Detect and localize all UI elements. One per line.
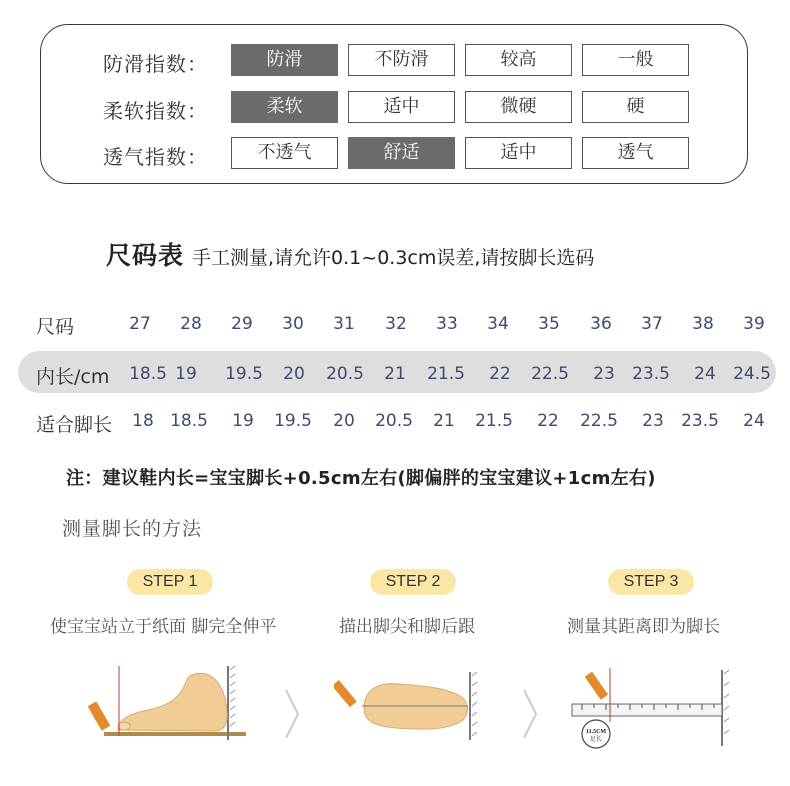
- table-cell: 18.5: [170, 411, 208, 431]
- high-option: 较高: [465, 44, 572, 76]
- breathability-index-label: 透气指数：: [103, 145, 208, 169]
- table-cell: 35: [538, 314, 560, 334]
- table-cell: 23: [642, 411, 664, 431]
- inner-length-label: 内长/cm: [36, 366, 110, 388]
- step-3-desc: 测量其距离即为脚长: [567, 617, 720, 637]
- table-cell: 29: [231, 314, 253, 334]
- medium-option: 适中: [348, 91, 455, 123]
- table-cell: 24.5: [733, 364, 771, 384]
- feature-index-panel: [40, 24, 748, 184]
- paper-strip: [104, 732, 246, 736]
- step-1-desc: 使宝宝站立于纸面 脚完全伸平: [50, 617, 277, 637]
- size-row: [0, 312, 790, 352]
- step-1-badge: STEP 1: [127, 569, 213, 595]
- table-cell: 38: [692, 314, 714, 334]
- table-cell: 24: [743, 411, 765, 431]
- fit-foot-length-label: 适合脚长: [36, 414, 113, 436]
- table-cell: 19: [175, 364, 197, 384]
- table-cell: 22.5: [580, 411, 618, 431]
- soft-option: 柔软: [231, 91, 338, 123]
- size-chart-subtitle: 手工测量,请允许0.1~0.3cm误差,请按脚长选码: [192, 247, 595, 269]
- slightly-hard-option: 微硬: [465, 91, 572, 123]
- table-cell: 39: [743, 314, 765, 334]
- step-2-badge: STEP 2: [370, 569, 456, 595]
- table-cell: 22.5: [531, 364, 569, 384]
- inner-length-row-content: [0, 362, 790, 402]
- table-cell: 30: [282, 314, 304, 334]
- not-breathable-option: 不透气: [231, 137, 338, 169]
- anti-slip-option: 防滑: [231, 44, 338, 76]
- step-1-foot-illustration: [88, 662, 248, 746]
- table-cell: 23.5: [681, 411, 719, 431]
- medium-breath-option: 适中: [465, 137, 572, 169]
- softness-index-label: 柔软指数：: [103, 99, 208, 123]
- table-cell: 24: [694, 364, 716, 384]
- method-title: 测量脚长的方法: [62, 518, 203, 540]
- table-cell: 36: [590, 314, 612, 334]
- table-cell: 20.5: [375, 411, 413, 431]
- foot-shape: [118, 673, 227, 731]
- table-cell: 34: [487, 314, 509, 334]
- table-cell: 21.5: [427, 364, 465, 384]
- table-cell: 23: [593, 364, 615, 384]
- chevron-right-icon: [282, 688, 302, 740]
- table-cell: 21: [384, 364, 406, 384]
- step-3-ruler-illustration: [570, 662, 730, 754]
- table-cell: 18: [132, 411, 154, 431]
- not-anti-slip-option: 不防滑: [348, 44, 455, 76]
- measurement-value: 11.5CM: [585, 729, 607, 735]
- table-cell: 22: [489, 364, 511, 384]
- size-chart-title: 尺码表: [106, 241, 185, 270]
- toe-shape: [118, 722, 130, 730]
- table-cell: 19: [232, 411, 254, 431]
- normal-option: 一般: [582, 44, 689, 76]
- anti-slip-index-label: 防滑指数：: [103, 52, 208, 76]
- table-cell: 20.5: [326, 364, 364, 384]
- table-cell: 19.5: [274, 411, 312, 431]
- step-3-badge: STEP 3: [608, 569, 694, 595]
- pencil-icon: [585, 672, 608, 700]
- table-cell: 27: [129, 314, 151, 334]
- step-2-desc: 描出脚尖和脚后跟: [339, 617, 475, 637]
- table-cell: 19.5: [225, 364, 263, 384]
- chevron-right-icon: [520, 688, 540, 740]
- size-chart-heading: [106, 236, 594, 272]
- breathable-option: 透气: [582, 137, 689, 169]
- step-2-foot-illustration: [334, 668, 480, 744]
- size-row-label: 尺码: [36, 316, 75, 338]
- table-cell: 37: [641, 314, 663, 334]
- table-cell: 20: [283, 364, 305, 384]
- measurement-label: 足长: [589, 736, 603, 743]
- pencil-icon: [88, 701, 110, 730]
- table-cell: 20: [333, 411, 355, 431]
- table-cell: 28: [180, 314, 202, 334]
- table-cell: 22: [537, 411, 559, 431]
- pencil-icon: [334, 680, 357, 707]
- hard-option: 硬: [582, 91, 689, 123]
- size-note: 注：建议鞋内长=宝宝脚长+0.5cm左右(脚偏胖的宝宝建议+1cm左右): [66, 468, 656, 489]
- table-cell: 21: [433, 411, 455, 431]
- table-cell: 18.5: [129, 364, 167, 384]
- fit-foot-length-row: [0, 410, 790, 450]
- table-cell: 23.5: [632, 364, 670, 384]
- table-cell: 33: [436, 314, 458, 334]
- comfortable-option: 舒适: [348, 137, 455, 169]
- table-cell: 31: [333, 314, 355, 334]
- table-cell: 21.5: [475, 411, 513, 431]
- table-cell: 32: [385, 314, 407, 334]
